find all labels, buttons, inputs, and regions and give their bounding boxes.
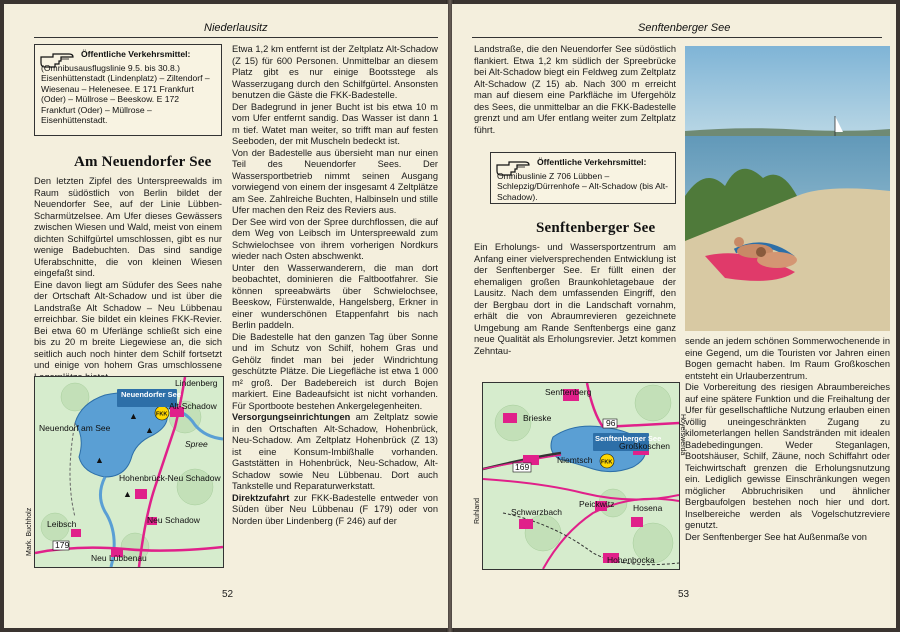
triangle-icon: ▲ xyxy=(123,489,132,499)
section-heading: Senftenberger See xyxy=(536,220,656,236)
paragraph: Etwa 1,2 km entfernt ist der Zeltplatz Alt-Schadow (Z 15) für 600 Personen. Unmittelbar an diesem Platz gibt es nur einige Bootsstege als Wasserzugang durch den Schilfgürtel. Ansonsten benutzen die Gäste die FKK-Badestelle. xyxy=(232,44,438,100)
map-label-brieske: Brieske xyxy=(523,413,552,423)
fkk-marker: FKK xyxy=(156,411,168,418)
map-label-alt-schadow: Alt-Schadow xyxy=(169,401,217,411)
page-number: 53 xyxy=(678,589,690,600)
beach-photo xyxy=(685,46,890,331)
bold-term: Direktzufahrt xyxy=(232,492,290,503)
senftenberger-see-map xyxy=(482,382,680,570)
right-column-1-intro xyxy=(474,44,676,136)
beach-photo-image xyxy=(685,46,890,331)
paragraph xyxy=(232,412,438,493)
paragraph xyxy=(232,493,438,528)
map-label-senftenberger-see: Senftenberger See xyxy=(595,434,662,443)
road-number: 169 xyxy=(515,462,530,472)
map-label-spree: Spree xyxy=(185,439,208,449)
map-label-peickwitz: Peickwitz xyxy=(579,499,615,509)
right-page xyxy=(452,4,896,628)
road-number: 179 xyxy=(55,540,70,550)
map-side-label: Mark. Buchholz xyxy=(26,507,33,556)
fkk-marker: FKK xyxy=(601,459,613,466)
left-column-1 xyxy=(34,176,222,383)
triangle-icon: ▲ xyxy=(95,455,104,465)
map-label-leibsch: Leibsch xyxy=(47,519,77,529)
map-label-hohenbocka: Hohenbocka xyxy=(607,555,655,565)
left-column-2 xyxy=(232,44,438,527)
info-box-text: (Omnibusausflugslinie 9.5. bis 30.8.) Eisenhüttenstadt (Lindenplatz) – Ziltendorf – Wiesenau – Helenesee. E 171 Frankfurt (Oder) – Müllrose – Beeskow. E 172 Frankfurt (Oder) – Müllrose – Eisenhüttenstadt. xyxy=(41,62,210,125)
left-page xyxy=(4,4,448,628)
bold-term: Versorgungseinrichtungen xyxy=(232,412,351,422)
map-svg xyxy=(483,383,679,569)
map-label-schwarzbach: Schwarzbach xyxy=(511,507,563,517)
paragraph-text: am Zeltplatz sowie in den Ortschaften Alt-Schadow, Hohenbrück, Neu-Schadow. Am Zeltplatz Hohenbrück (Z 13) ist eine Konsum-Imbißhalle vorhanden. Gaststätten in Hohenbrück, Neu-Schadow, Alt-Schadow sowie Neu Lübbenau. Dort auch Tankstelle und Reparaturwerkstatt. xyxy=(232,412,438,491)
paragraph: Die Badestelle hat den ganzen Tag über Sonne und im Schutz von Schilf, hohem Gras und Gehölz findet man bei jeder Windrichtung geschützte Plätze. Die Liegefläche ist etwa 1 000 m² groß. Der Badebereich ist durch Bojen markiert. Eine Badeaufsicht ist nicht vorhanden. Für Sportboote bestehen Ankergelegenheiten. xyxy=(232,331,438,411)
right-column-2 xyxy=(685,336,890,543)
right-column-1-body xyxy=(474,242,676,357)
map-label-senftenberg: Senftenberg xyxy=(545,387,592,397)
map-svg xyxy=(35,377,223,567)
paragraph: Unter den Wasserwanderern, die man dort beobachtet, dominieren die Faltbootfahrer. Sie können spreeabwärts über Schwielochsee, Beeskow, Fürstenwalde, Hangelsberg, Erkner in einer wunderschönen Etappenfahrt bis nach Berlin paddeln. xyxy=(232,262,438,330)
paragraph: Eine davon liegt am Südufer des Sees nahe der Ortschaft Alt-Schadow und ist über die Landstraße Alt Schadow – Neu Lübbenau erreichbar. Sie bildet ein kleines FKK-Revier. Bei etwa 60 m Uferlänge schließt sich eine bis zu 20 m breite Liegewiese an, die sich seitlich auch noch hinter dem Schilf fortsetzt und einige von hohem Gras umschlossene xyxy=(34,279,222,370)
section-heading: Am Neuendorfer See xyxy=(74,154,212,170)
paragraph: Den letzten Zipfel des Unterspreewalds im Raum südöstlich von Berlin bildet der Neuendorfer See, auf der Linie Lübben-Scharmützelsee. Am Ufer dieses Gewässers zwischen Wiesen und Wald, meist von einem dichten Schilfgürtel umschlossen, gibt es nur wenige Badebuchten. Das sind sandige Uferabschnitte, die von kleinen Wiesen eingefaßt sind. xyxy=(34,176,222,278)
transport-info-box xyxy=(490,152,676,204)
paragraph: Von der Badestelle aus übersieht man nur einen Teil des Neuendorfer Sees. Der Wassersportbetrieb nimmt seinen Ausgang vorwiegend von einem der insgesamt 4 Zeltplätze am See. Zahlreiche Buchten, Halbinseln und stille Ufer machen den Reiz des Reviers aus. xyxy=(232,147,438,215)
map-label-neu-schadow: Neu Schadow xyxy=(147,515,200,525)
triangle-icon: ▲ xyxy=(129,411,138,421)
page-number: 52 xyxy=(222,589,234,600)
map-label-hosena: Hosena xyxy=(633,503,663,513)
pointing-hand-icon xyxy=(495,157,531,177)
header-rule xyxy=(472,37,882,38)
map-side-label: Hoyerswerda xyxy=(679,414,686,456)
transport-info-box xyxy=(34,44,222,136)
map-label-lindenberg: Lindenberg xyxy=(175,378,218,388)
map-side-label: Ruhland xyxy=(474,497,481,524)
running-head: Senftenberger See xyxy=(638,22,731,34)
paragraph: Die Vorbereitung des riesigen Abraumbereiches auf eine spätere Funktion und die Freihaltung der Ufer für gesellschaftliche Nutzung erlauben einen völlig uneingeschränkten Zugang zu kilometerlangen hellen Sandstränden mit idealen Badebedingungen. Weder Steganlagen, Bootshäuser, Schilf, Zäune, noch Schiffahrt oder Teichwirtschaft grenzen die Erholungsnutzung ein. Lediglich gewisse Einschränkungen wegen möglicher Abbruchrisiken und ähnlicher Bergbaufolgen bestehen noch hier und dort. Inselbereiche werden als Vogelschutzreviere genutzt. xyxy=(685,382,890,530)
paragraph: Der Badegrund in jener Bucht ist bis etwa 10 m vom Ufer entfernt sandig. Das Wasser ist dann 1 m tief. Watet man weiter, so trifft man auf festen Seeboden, der mit Muscheln bedeckt ist. xyxy=(232,101,438,146)
map-label-niemtsch: Niemtsch xyxy=(557,455,593,465)
map-label-neu-luebbenau: Neu Lübbenau xyxy=(91,553,147,563)
triangle-icon: ▲ xyxy=(145,425,154,435)
paragraph: Ein Erholungs- und Wassersportzentrum am Anfang einer vielversprechenden Entwicklung ist der Senftenberger See. Er füllt einen der ehemaligen großen Braunkohletagebaue der Lausitz. Nach dem umfassenden Eingriff, den der Bergbau dort in die Landschaft vornahm, erhält die von Abraumrevieren gezeichnete Umgebung am Rande Senftenbergs eine ganz neue Qualität als Erholungsrevier. Jetzt kommen Zehntau- xyxy=(474,242,676,356)
paragraph-text: zur FKK-Badestelle entweder von Süden über Neu Lübbenau (F 179) oder von Norden über Lindenberg (F 246) auf der xyxy=(232,492,438,526)
neuendorfer-see-map xyxy=(34,376,224,568)
info-box-text: Omnibuslinie Z 706 Lübben – Schlepzig/Dürrenhofe – Alt-Schadow (bis Alt-Schadow). xyxy=(497,170,669,202)
paragraph: Der Senftenberger See hat Außenmaße von xyxy=(685,531,867,542)
header-rule xyxy=(34,37,438,38)
map-label-neuendorfer-see: Neuendorfer See xyxy=(121,390,182,399)
map-label-neuendorf-am-see: Neuendorf am See xyxy=(39,423,111,433)
map-label-grosskoschen: Großkoschen xyxy=(619,441,671,451)
paragraph: Der See wird von der Spree durchflossen, die auf dem Weg von Leibsch im Unterspreewald zum Schwielochsee von ihrem vorherigen Nordkurs wieder nach Osten abschwenkt. xyxy=(232,216,438,261)
map-label-hohenbrueck: Hohenbrück-Neu Schadow xyxy=(119,473,221,483)
pointing-hand-icon xyxy=(39,49,75,69)
running-head: Niederlausitz xyxy=(204,22,268,34)
paragraph: sende an jedem schönen Sommerwochenende in eine Gegend, um die Touristen vor Jahren einen Bogen gemacht haben. Im Raum Großkoschen entsteht ein Urlauberzentrum. xyxy=(685,336,890,381)
info-box-title: Öffentliche Verkehrsmittel: xyxy=(81,49,191,59)
info-box-title: Öffentliche Verkehrsmittel: xyxy=(537,157,647,167)
paragraph: Landstraße, die den Neuendorfer See südöstlich flankiert. Etwa 1,2 km südlich der Spreebrücke bei Alt-Schadow biegt ein Feldweg zum Zeltplatz Alt-Schadow (Z 15) ab. Nach 300 m erreicht man auf diesem eine Parkfläche im Ufergehölz des Sees, die unmittelbar an die FKK-Badestelle grenzt und am Ufer entlang weiter zum Zeltplatz führt. xyxy=(474,44,676,135)
road-number: 96 xyxy=(606,418,616,428)
